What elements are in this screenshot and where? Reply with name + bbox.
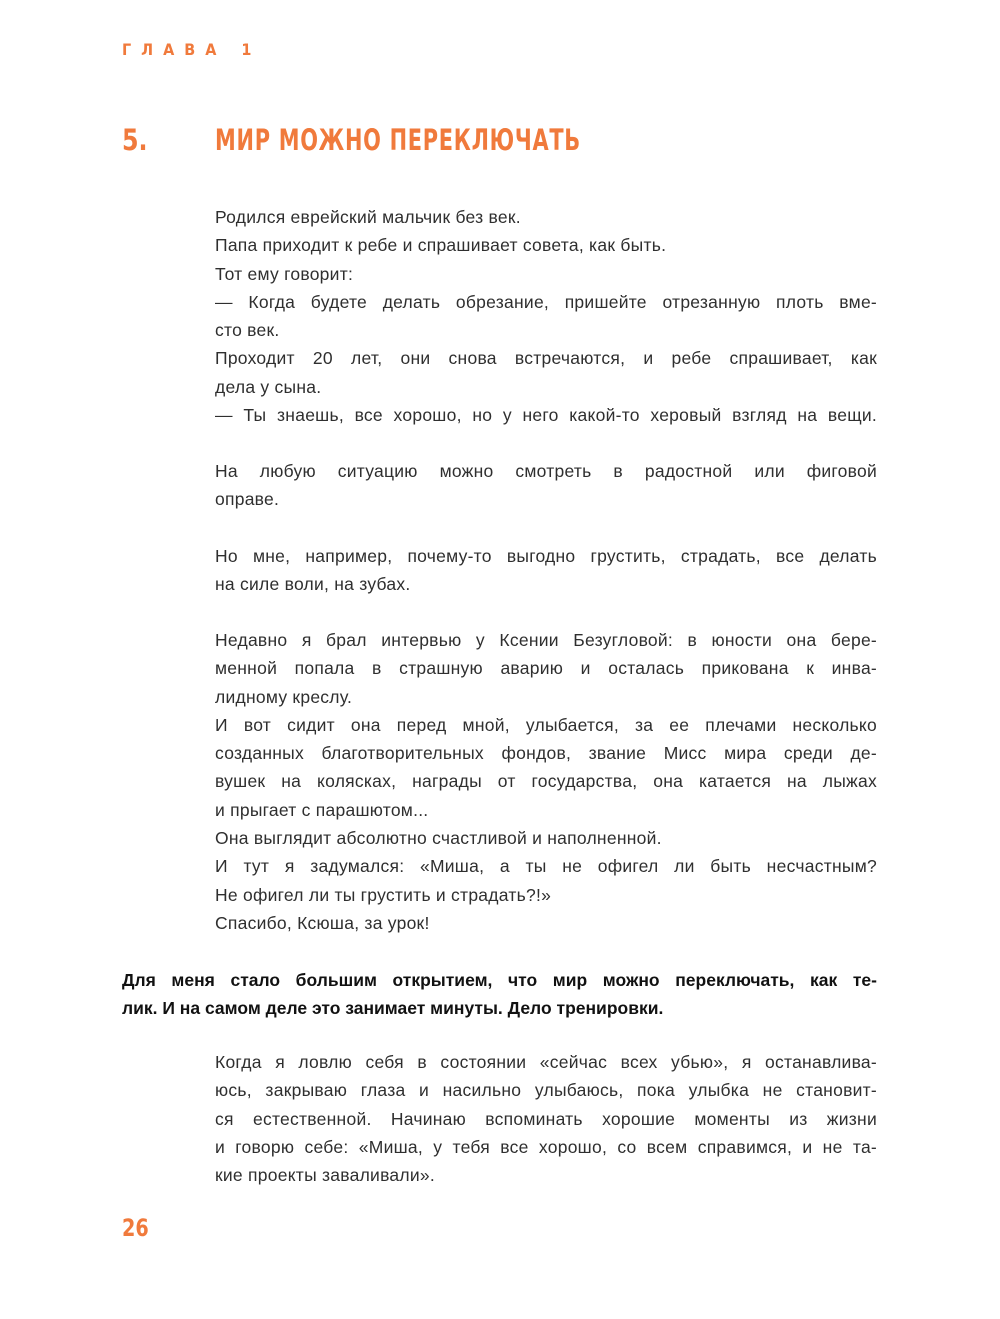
chapter-heading [122, 120, 882, 164]
text-line: сто век. [215, 320, 280, 341]
text-line: Тот ему говорит: [215, 263, 354, 284]
text-line: кие проекты заваливали». [215, 1165, 435, 1186]
text-line: лидному креслу. [215, 686, 353, 707]
text-line: И вот сидит она перед мной, улыбается, за ее плечами несколько [215, 714, 877, 735]
text-line: Она выглядит абсолютно счастливой и наполненной. [215, 828, 662, 849]
text-line: менной попала в страшную аварию и осталась прикована к инва- [215, 658, 877, 679]
interview-paragraph [215, 626, 877, 937]
emphasis-paragraph [122, 966, 877, 1023]
text-line: Спасибо, Ксюша, за урок! [215, 912, 430, 933]
text-line: — Когда будете делать обрезание, пришейте отрезанную плоть вме- [215, 291, 877, 312]
text-line: и прыгает с парашютом... [215, 799, 429, 820]
text-line: созданных благотворительных фондов, звание Мисс мира среди де- [215, 743, 877, 764]
text-line: юсь, закрываю глаза и насильно улыбаюсь, пока улыбка не становит- [215, 1080, 877, 1101]
text-line: Не офигел ли ты грустить и страдать?!» [215, 884, 552, 905]
text-line: Когда я ловлю себя в состоянии «сейчас всех убью», я останавлива- [215, 1052, 877, 1072]
text-line: — Ты знаешь, все хорошо, но у него какой-то херовый взгляд на вещи. [215, 405, 877, 426]
any-situation-paragraph [215, 457, 877, 514]
text-line: На любую ситуацию можно смотреть в радостной или фиговой [215, 461, 877, 481]
section-number: 5. [122, 123, 148, 157]
text-line: Проходит 20 лет, они снова встречаются, и ребе спрашивает, как [215, 348, 877, 369]
when-i-catch-paragraph [215, 1048, 877, 1189]
text-line: оправе. [215, 489, 280, 510]
text-line: И тут я задумался: «Миша, а ты не офигел ли быть несчастным? [215, 856, 877, 877]
text-line: ся естественной. Начинаю вспоминать хорошие моменты из жизни [215, 1108, 877, 1129]
text-line: Но мне, например, почему-то выгодно грустить, страдать, все делать [215, 546, 877, 566]
text-line: и говорю себе: «Миша, у тебя все хорошо, со всем справимся, и не та- [215, 1136, 877, 1157]
text-line: на силе воли, на зубах. [215, 574, 411, 595]
text-line: лик. И на самом деле это занимает минуты. Дело тренировки. [122, 998, 664, 1019]
page-number: 26 [122, 1214, 149, 1242]
text-line: Папа приходит к ребе и спрашивает совета, как быть. [215, 235, 667, 256]
story-paragraph [215, 203, 877, 429]
text-line: дела у сына. [215, 376, 322, 397]
running-head: ГЛАВА 1 [122, 40, 262, 59]
section-title: МИР МОЖНО ПЕРЕКЛЮЧАТЬ [215, 123, 581, 157]
text-line: Родился еврейский мальчик без век. [215, 207, 521, 227]
text-line: вушек на колясках, награды от государства, она катается на лыжах [215, 771, 877, 792]
text-line: Недавно я брал интервью у Ксении Безугловой: в юности она бере- [215, 630, 877, 650]
text-line: Для меня стало большим открытием, что мир можно переключать, как те- [122, 970, 877, 990]
but-me-paragraph [215, 542, 877, 599]
